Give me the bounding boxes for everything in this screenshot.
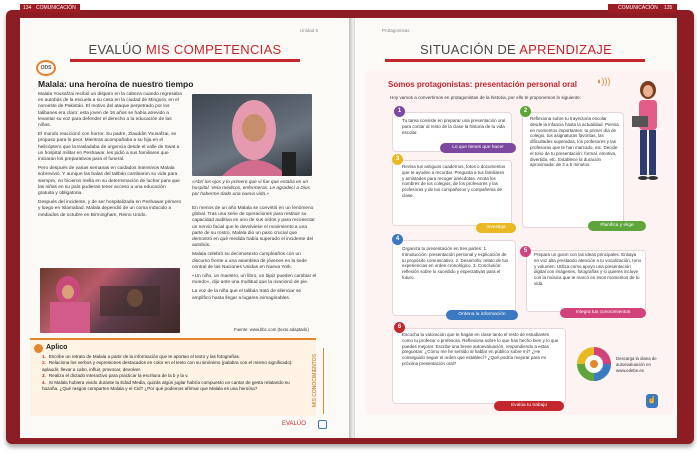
step-5-number: 5 xyxy=(520,246,531,257)
article-column-2 xyxy=(192,206,317,305)
activity-title: Somos protagonistas: presentación personal oral xyxy=(388,80,577,89)
left-title-underline xyxy=(70,59,300,62)
step-4-text: Organiza tu presentación en tres partes: 1. Introducción: presentación personal y explicación de tu propósito comunicativo. 2. Desarrollo: relato de tus experiencias en orden cronológico. 3. Conclusión: reflexión sobre lo sucedido y expectativas para el futuro. xyxy=(402,246,509,280)
aplico-icon xyxy=(34,344,43,353)
left-section-label: COMUNICACIÓN xyxy=(36,5,76,11)
step-4-number: 4 xyxy=(392,234,403,245)
step-2-button[interactable]: Planifica y elige xyxy=(588,221,646,231)
right-page-number: 135 xyxy=(664,5,673,11)
download-note: Descarga la diana de autoevaluación en www.edebe.es xyxy=(616,356,657,373)
paragraph: El mundo reaccionó con horror. Su padre, Ziauddin Yousafzai, se propuso para lo peor. Mientras acompañaba a su hija en el helicóptero que la trasladaba de urgencia desde el valle de Swat a un hospital militar en Peshawar, les pidió a sus familiares que iniciaran los preparativos para el funeral. xyxy=(38,132,180,163)
aplico-list xyxy=(42,354,304,392)
list-item: 1. Escribe un retrato de Malala a partir de la información que te aportan el texto y las fotografías. xyxy=(42,354,241,359)
list-item: 4. Si Malala hubiera vivido durante la Edad Media, quizás algún juglar habría compuesto un cantar de gesta relatando su hazaña. ¿Qué rasgos comparten Malala y el Cid? ¿Por qué podemos afirmar que Malala es una heroína? xyxy=(42,379,290,392)
step-1-button[interactable]: Lo que tienes que hacer xyxy=(440,143,516,153)
paragraph: Pero después de varias semanas en cuidados intensivos Malala sobrevivió. Y aunque las balas del talibán cambiaron su vida para siempre, no hicieron mella en su determinación de luchar para que las niñas en su país pudieran tener acceso a una educación gratuita y obligatoria. xyxy=(38,166,180,197)
step-3-number: 3 xyxy=(392,154,403,165)
step-1-text: Tu tarea consiste en preparar una presentación oral para contar al resto de la clase la historia de tu vida escolar. xyxy=(402,118,506,135)
step-6-text: Escucha la valoración que te hagan en clase tanto el resto de estudiantes como tu profesor o profesora. Reflexiona sobre lo que has hecho bien y lo que puedes mejorar. Escribe una breve autoevaluación, respondiendo a estas preguntas: ¿Cómo me he sentido al hablar en público sobre mí? ¿He conseguido seguir el orden que establecí? ¿Qué podría mejorar para mi próxima presentación oral? xyxy=(402,332,559,366)
photo-caption: «Abrí los ojos y lo primero que vi fue que estaba en un hospital. Veía médicos, enfermeras. Le agradecí a Dios por haberme dado una nueva vida.» xyxy=(192,180,310,198)
step-2-text: Reflexiona sobre tu trayectoria escolar desde la infancia hasta la actualidad. Piensa en momentos importantes: tu primer día de colegio, tus asignaturas favoritas, las dificultades superadas, los profesores y las profesoras que te han marcado, etc. Decide el tono de tu presentación: formal, emotiva, divertida, etc. Establece la duración aproximada: de 3 a 5 minutos. xyxy=(530,116,619,168)
source-credit: Fuente: www.bbc.com (texto adaptado) xyxy=(234,327,309,332)
right-section-label: COMUNICACIÓN xyxy=(618,5,658,11)
step-3-button[interactable]: Investiga xyxy=(476,223,516,233)
left-page-number: 134 xyxy=(23,5,32,11)
right-page-title: SITUACIÓN DE APRENDIZAJE xyxy=(419,42,613,57)
evaluo-footer-label: EVALÚO xyxy=(282,421,306,427)
step-3-text: Revisa tus antiguos cuadernos, fotos o documentos que te ayuden a recordar. Pregunta a tus familiares y amistades para recoger anécdotas. Anota los nombres de los colegios, de los profesores y las profesoras y de tus compañeros y compañeras de clase. xyxy=(402,164,506,198)
unit-label: Unidad 5 xyxy=(300,28,319,33)
article-column-1 xyxy=(38,92,183,222)
protagonistas-tag: Protagonistas xyxy=(382,28,410,33)
paragraph: La voz de la niña que el talibán trató de silenciar se amplificó hasta llegar a lugares inimaginables. xyxy=(192,289,302,301)
step-4-button[interactable]: Ordena la información xyxy=(446,310,518,320)
mis-conocimientos-tab: MIS CONOCIMIENTOS xyxy=(312,348,324,414)
step-5-button[interactable]: Integra tus conocimientos xyxy=(560,308,646,318)
paragraph: «Un niño, un maestro, un libro, un lápiz pueden cambiar el mundo», dijo ante una multitud que la ovacionó de pie. xyxy=(192,274,317,286)
self-evaluation-target-icon xyxy=(576,346,612,382)
article-title: Malala: una heroína de nuestro tiempo xyxy=(38,79,194,89)
step-1-number: 1 xyxy=(394,106,405,117)
paragraph: Malala Yousafzai recibió un disparo en la cabeza cuando regresaba en autobús de la escuela a su casa en la ciudad de Mingora, en el noroeste de Pakistán. El motivo del ataque perpetrado por los talibanes era claro: esta joven de 16 años se había atrevido a levantar su voz para defender el derecho a la educación de las niñas. xyxy=(38,92,182,129)
paragraph: Malala celebró su decimosexto cumpleaños con un discurso frente a una asamblea de jóvenes en la sede central de las Naciones Unidas en Nueva York. xyxy=(192,252,307,270)
aplico-activity-box xyxy=(30,338,316,416)
step-6-button[interactable]: Evalúa tu trabajo xyxy=(494,401,564,411)
ods-badge: ODS xyxy=(36,60,56,76)
list-item: 2. Relaciona los verbos y expresiones destacados en color en el texto con su sinónimo (palabra con el mismo significado): aplaudir, llevar a cabo, influir, provocar, devolver. xyxy=(42,360,293,372)
step-5-text: Prepara un guion con las ideas principales. Ensaya en voz alta prestando atención a tu vocalización, tono y volumen. Utiliza como apoyo una presentación digital con imágenes, fotografías y si quieres incluye con la música que te marcó en esos momentos de tu vida. xyxy=(534,252,642,286)
paragraph: Después del incidente, y de ser hospitalizada en Peshawar primero y luego en Islamabad, Malala dependió de un coma inducido a mediados de octubre en Birmingham, Reino Unido. xyxy=(38,200,182,218)
digital-resource-icon[interactable] xyxy=(318,420,327,429)
step-6-number: 6 xyxy=(394,322,405,333)
left-page-title: EVALÚO MIS COMPETENCIAS xyxy=(88,42,282,57)
pointer-hand-icon[interactable]: ☝ xyxy=(646,394,658,408)
activity-intro: Hoy vamos a convertirnos en protagonistas de la historia, por ello te proponemos lo siguiente: xyxy=(390,95,582,100)
sound-waves-icon: ◖))) xyxy=(596,76,611,86)
malala-portrait-photo xyxy=(192,94,312,176)
step-2-number: 2 xyxy=(520,106,531,117)
right-title-underline xyxy=(385,59,645,62)
list-item: 3. Realiza el dictado interactivo para practicar la escritura de la b y la v. xyxy=(42,373,189,379)
classroom-photo xyxy=(40,268,180,333)
paragraph: En menos de un año Malala se convirtió en un fenómeno global. Tras una serie de operaciones para restituir su capacidad auditiva en uno de sus oídos y para reconectar un nervio facial que le devolviese el movimiento a una parte de su rostro, Malala dio un paso crucial que demostró en qué medida había superado el incidente del autobús. xyxy=(192,206,315,249)
student-illustration xyxy=(628,78,668,188)
aplico-title: Aplico xyxy=(46,344,68,351)
